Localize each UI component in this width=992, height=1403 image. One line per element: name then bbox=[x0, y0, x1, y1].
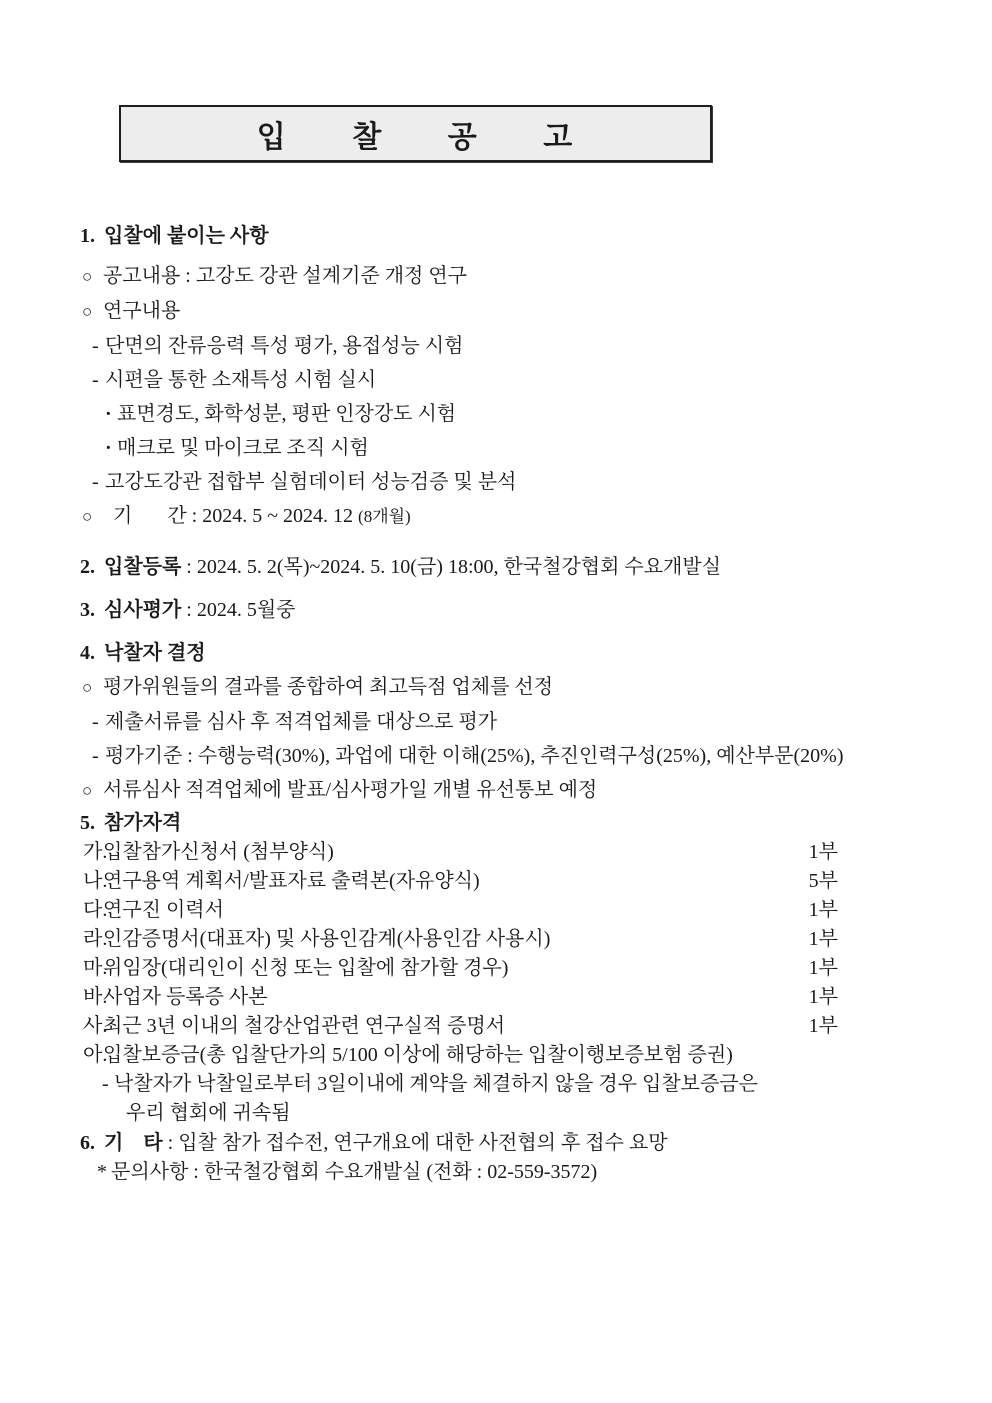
section-heading-text: : 2024. 5. 2(목)~2024. 5. 10(금) 18:00, 한국철강협회 수요개발실 bbox=[181, 556, 722, 578]
bullet-marker: 아. bbox=[83, 1044, 108, 1066]
bullet-marker: 사. bbox=[83, 1015, 108, 1037]
item-text: 공고내용 : 고강도 강관 설계기준 개정 연구 bbox=[103, 265, 467, 287]
item-text: 낙찰자가 낙찰일로부터 3일이내에 계약을 체결하지 않을 경우 입찰보증금은 bbox=[114, 1073, 758, 1095]
bullet-marker: * bbox=[97, 1161, 107, 1183]
item-text: 단면의 잔류응력 특성 평가, 용접성능 시험 bbox=[105, 335, 464, 357]
item-text: 기 간 : 2024. 5 ~ 2024. 12 bbox=[103, 505, 359, 527]
item-text: 입찰참가신청서 (첨부양식) bbox=[103, 841, 334, 863]
item-text: 제출서류를 심사 후 적격업체를 대상으로 평가 bbox=[105, 711, 498, 733]
item-text: 문의사항 : 한국철강협회 수요개발실 (전화 : 02-559-3572) bbox=[111, 1161, 598, 1183]
section-heading bbox=[80, 219, 952, 253]
sections-container bbox=[80, 219, 952, 1187]
section-5 bbox=[80, 808, 952, 1128]
bullet-marker: 가. bbox=[83, 841, 108, 863]
item-text: 입찰보증금(총 입찰단가의 5/100 이상에 해당하는 입찰이행보증보험 증권) bbox=[103, 1044, 733, 1066]
section-number: 4. bbox=[80, 642, 95, 664]
copies-value: 1부 bbox=[808, 957, 838, 979]
item-text: 시편을 통한 소재특성 시험 실시 bbox=[105, 369, 377, 391]
section-heading-text: : 2024. 5월중 bbox=[181, 599, 296, 621]
list-item bbox=[80, 294, 952, 329]
list-item bbox=[80, 431, 952, 465]
section-6 bbox=[80, 1128, 952, 1187]
section-label: 입찰에 붙이는 사항 bbox=[104, 225, 269, 247]
item-text: 매크로 및 마이크로 조직 시험 bbox=[117, 437, 369, 459]
section-2 bbox=[80, 550, 952, 584]
list-item bbox=[80, 465, 952, 499]
list-item bbox=[80, 397, 952, 431]
section-heading bbox=[80, 1128, 952, 1158]
page-title: 입 찰 공 고 bbox=[256, 120, 575, 154]
section-number: 5. bbox=[80, 812, 95, 834]
section-label: 참가자격 bbox=[104, 812, 182, 834]
section-heading bbox=[80, 808, 952, 838]
section-number: 6. bbox=[80, 1132, 95, 1154]
list-item bbox=[80, 499, 952, 534]
item-text: 사업자 등록증 사본 bbox=[103, 986, 268, 1008]
bullet-marker: ○ bbox=[82, 507, 93, 526]
bullet-marker: ○ bbox=[82, 678, 93, 697]
item-text: 고강도강관 접합부 실험데이터 성능검증 및 분석 bbox=[105, 471, 517, 493]
bullet-marker: · bbox=[105, 437, 112, 459]
list-item bbox=[80, 259, 952, 294]
item-text: 서류심사 적격업체에 발표/심사평가일 개별 유선통보 예정 bbox=[103, 779, 598, 801]
copies-value: 1부 bbox=[808, 928, 838, 950]
list-item bbox=[80, 1070, 838, 1099]
bullet-marker: ○ bbox=[82, 302, 93, 321]
bullet-marker: 다. bbox=[83, 899, 108, 921]
bullet-marker: 나. bbox=[83, 870, 108, 892]
section-3 bbox=[80, 593, 952, 627]
section-heading-text: : 입찰 참가 접수전, 연구개요에 대한 사전협의 후 접수 요망 bbox=[162, 1132, 668, 1154]
copies-value: 1부 bbox=[808, 841, 838, 863]
item-text: 연구용역 계획서/발표자료 출력본(자유양식) bbox=[103, 870, 480, 892]
bullet-marker: 바. bbox=[83, 986, 108, 1008]
bullet-marker: - bbox=[92, 711, 99, 733]
section-label: 심사평가 bbox=[104, 599, 182, 621]
item-text: 연구내용 bbox=[103, 300, 181, 322]
list-item bbox=[80, 1041, 838, 1070]
copies-value: 1부 bbox=[808, 1015, 838, 1037]
item-text: 위임장(대리인이 신청 또는 입찰에 참가할 경우) bbox=[103, 957, 509, 979]
section-number: 2. bbox=[80, 556, 95, 578]
list-item bbox=[80, 838, 838, 867]
list-item bbox=[80, 1012, 838, 1041]
bullet-marker: · bbox=[105, 403, 112, 425]
list-item bbox=[80, 954, 838, 983]
list-item bbox=[80, 705, 952, 739]
bullet-marker: - bbox=[92, 369, 99, 391]
bullet-marker: - bbox=[92, 745, 99, 767]
copies-value: 5부 bbox=[808, 870, 838, 892]
section-heading bbox=[80, 593, 952, 627]
item-text: 인감증명서(대표자) 및 사용인감계(사용인감 사용시) bbox=[103, 928, 551, 950]
list-item bbox=[80, 896, 838, 925]
section-label: 기 타 bbox=[104, 1132, 163, 1154]
list-item bbox=[80, 773, 952, 808]
list-item bbox=[80, 363, 952, 397]
item-text: 표면경도, 화학성분, 평판 인장강도 시험 bbox=[117, 403, 457, 425]
section-label: 입찰등록 bbox=[104, 556, 182, 578]
list-item bbox=[80, 670, 952, 705]
section-number: 3. bbox=[80, 599, 95, 621]
copies-value: 1부 bbox=[808, 986, 838, 1008]
copies-value: 1부 bbox=[808, 899, 838, 921]
bullet-marker: - bbox=[92, 335, 99, 357]
list-item bbox=[80, 1099, 884, 1128]
section-4 bbox=[80, 636, 952, 808]
list-item bbox=[80, 1158, 952, 1187]
section-heading bbox=[80, 550, 952, 584]
item-text: 평가위원들의 결과를 종합하여 최고득점 업체를 선정 bbox=[103, 676, 554, 698]
title-box bbox=[119, 105, 712, 162]
section-1 bbox=[80, 219, 952, 534]
bullet-marker: 마. bbox=[83, 957, 108, 979]
section-number: 1. bbox=[80, 225, 95, 247]
item-text: 최근 3년 이내의 철강산업관련 연구실적 증명서 bbox=[103, 1015, 506, 1037]
section-heading bbox=[80, 636, 952, 670]
list-item bbox=[80, 329, 952, 363]
bullet-marker: 라. bbox=[83, 928, 108, 950]
bullet-marker: ○ bbox=[82, 781, 93, 800]
bullet-marker: ○ bbox=[82, 267, 93, 286]
list-item bbox=[80, 739, 952, 773]
document-body bbox=[0, 219, 992, 1187]
bullet-marker: - bbox=[102, 1073, 109, 1095]
item-text: 연구진 이력서 bbox=[103, 899, 224, 921]
item-text: 평가기준 : 수행능력(30%), 과업에 대한 이해(25%), 추진인력구성(25%), 예산부문(20%) bbox=[105, 745, 844, 767]
item-note: (8개월) bbox=[358, 507, 411, 526]
list-item bbox=[80, 867, 838, 896]
bullet-marker: - bbox=[92, 471, 99, 493]
item-text: 우리 협회에 귀속됨 bbox=[126, 1102, 291, 1124]
section-label: 낙찰자 결정 bbox=[104, 642, 206, 664]
list-item bbox=[80, 983, 838, 1012]
list-item bbox=[80, 925, 838, 954]
